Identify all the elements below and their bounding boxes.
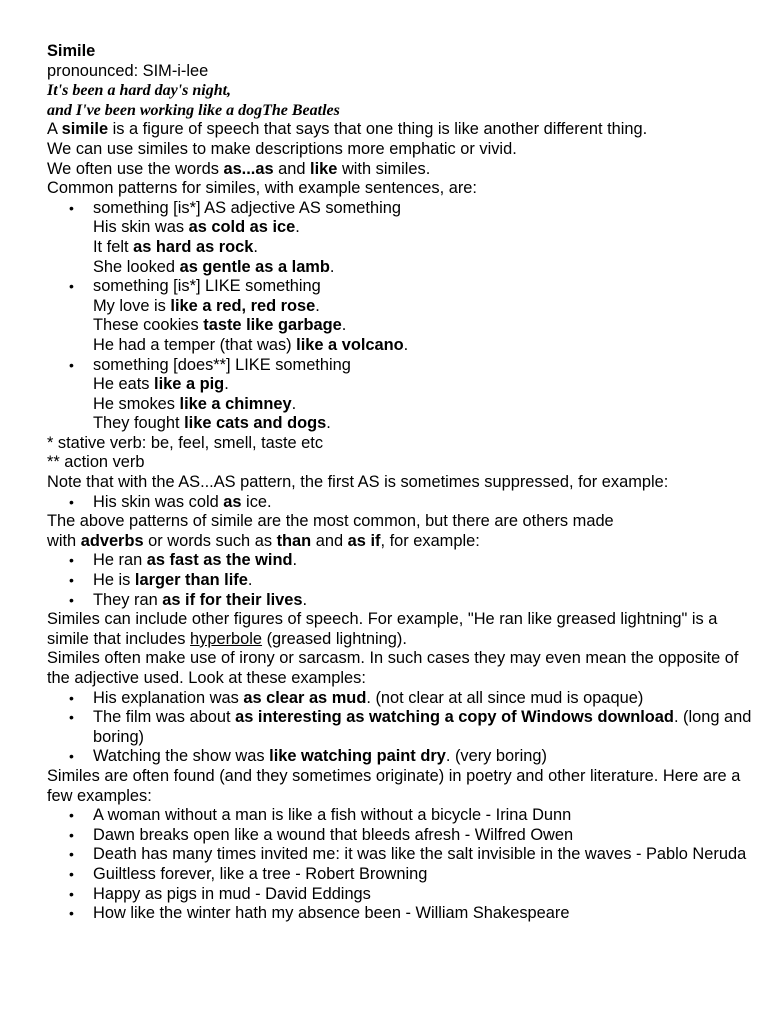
document-body: [47, 42, 759, 924]
list-item: • He ran as fast as the wind.: [47, 551, 759, 571]
list-item: • They ran as if for their lives.: [47, 591, 759, 611]
list-item: • Guiltless forever, like a tree - Robert Browning: [47, 865, 759, 885]
list-item: • His skin was cold as ice.: [47, 493, 759, 513]
pattern-item: • something [is*] AS adjective AS something His skin was as cold as ice. It felt as hard as rock. She looked as gentle as a lamb.: [47, 199, 759, 277]
irony-paragraph: Similes often make use of irony or sarcasm. In such cases they may even mean the opposite of the adjective used. Look at these examples:: [47, 649, 739, 687]
note-action: ** action verb: [47, 453, 145, 472]
list-item: • The film was about as interesting as watching a copy of Windows download. (long and boring): [47, 708, 759, 747]
definition-paragraph: A simile is a figure of speech that says that one thing is like another different thing.: [47, 120, 648, 139]
suppressed-list: [47, 493, 759, 513]
list-item: • Watching the show was like watching paint dry. (very boring): [47, 747, 759, 767]
list-item: • His explanation was as clear as mud. (not clear at all since mud is opaque): [47, 689, 759, 709]
list-item: • Happy as pigs in mud - David Eddings: [47, 885, 759, 905]
pronunciation: pronounced: SIM-i-lee: [47, 61, 209, 80]
epigraph-attribution: The Beatles: [262, 101, 340, 119]
note-stative: * stative verb: be, feel, smell, taste etc: [47, 433, 324, 452]
words-paragraph: We often use the words as...as and like with similes.: [47, 159, 431, 178]
patterns-intro: Common patterns for similes, with example sentences, are:: [47, 179, 477, 198]
list-item: • He is larger than life.: [47, 571, 759, 591]
hyperbole-link[interactable]: hyperbole: [190, 629, 263, 648]
list-item: • A woman without a man is like a fish without a bicycle - Irina Dunn: [47, 806, 759, 826]
patterns-list: [47, 199, 759, 434]
others-paragraph: The above patterns of simile are the most common, but there are others made with adverbs or words such as than and as if, for example:: [47, 512, 614, 550]
purpose-paragraph: We can use similes to make descriptions more emphatic or vivid.: [47, 139, 517, 158]
page-title: Simile: [47, 42, 96, 60]
list-item: • Dawn breaks open like a wound that bleeds afresh - Wilfred Owen: [47, 826, 759, 846]
pattern-item: • something [does**] LIKE something He eats like a pig. He smokes like a chimney. They fought like cats and dogs.: [47, 356, 759, 434]
list-item: • Death has many times invited me: it was like the salt invisible in the waves - Pablo Neruda: [47, 845, 759, 865]
epigraph-line-2: and I've been working like a dogThe Beatles: [47, 101, 340, 119]
note-suppressed: Note that with the AS...AS pattern, the first AS is sometimes suppressed, for example:: [47, 473, 669, 492]
others-list: [47, 551, 759, 610]
figures-paragraph: Similes can include other figures of speech. For example, "He ran like greased lightning" is a simile that includes hyperbole (greased lightning).: [47, 610, 718, 648]
epigraph-line-1: It's been a hard day's night,: [47, 82, 232, 100]
pattern-item: • something [is*] LIKE something My love is like a red, red rose. These cookies taste like garbage. He had a temper (that was) like a volcano.: [47, 277, 759, 355]
irony-list: [47, 689, 759, 767]
literature-list: [47, 806, 759, 924]
list-item: • How like the winter hath my absence been - William Shakespeare: [47, 904, 759, 924]
literature-paragraph: Similes are often found (and they sometimes originate) in poetry and other literature. Here are a few examples:: [47, 766, 741, 805]
